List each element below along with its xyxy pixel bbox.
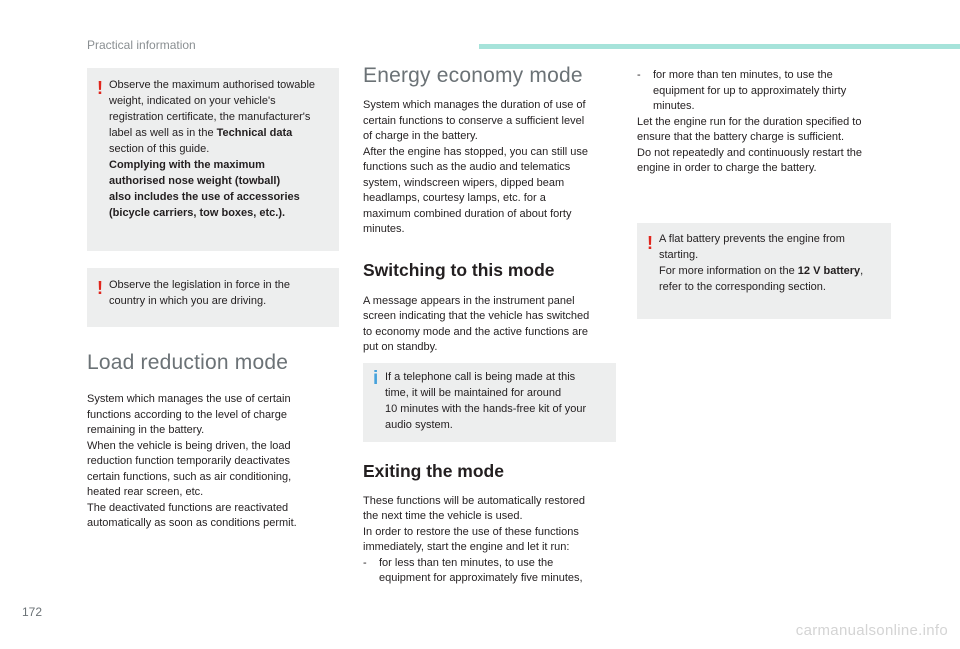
note-line: starting. (659, 248, 699, 261)
dash-item (363, 556, 616, 587)
text-line: to economy mode and the active functions are (363, 325, 589, 338)
switching-text (363, 294, 616, 356)
energy-economy-title: Energy economy mode (363, 64, 583, 87)
text-line: System which manages the duration of use of (363, 99, 586, 111)
watermark: carmanualsonline.info (795, 622, 948, 639)
note-line: country in which you are driving. (109, 295, 267, 307)
note-line: If a telephone call is being made at this (385, 370, 576, 383)
text-line: of charge in the battery. (363, 130, 478, 142)
text-line: functions such as the audio and telematics (363, 161, 571, 173)
note-line: Observe the legislation in force in the (109, 279, 290, 291)
column-middle (363, 64, 616, 587)
text-line: engine in order to charge the battery. (637, 162, 817, 174)
text-line: These functions will be automatically restored (363, 494, 585, 507)
page-number: 172 (22, 605, 43, 619)
note-line: weight, indicated on your vehicle's (109, 95, 276, 107)
dash-item (637, 68, 891, 115)
note-line: A flat battery prevents the engine from (659, 232, 845, 245)
info-note-telephone (363, 363, 616, 442)
text-line: for more than ten minutes, to use the (653, 69, 833, 81)
text-line: equipment for up to approximately thirty (653, 84, 847, 97)
technical-data-ref: Technical data (216, 127, 293, 139)
text-line: equipment for approximately five minutes, (379, 572, 583, 584)
info-icon: i (373, 367, 379, 389)
text-line: minutes. (653, 100, 695, 112)
switching-title: Switching to this mode (363, 259, 555, 280)
warning-icon: ! (97, 278, 103, 298)
battery-ref: 12 V battery (797, 264, 861, 277)
note-line: registration certificate, the manufacturer's (109, 111, 311, 123)
dash-marker: - (637, 69, 641, 81)
load-reduction-text (87, 392, 339, 532)
text-line: screen indicating that the vehicle has switched (363, 310, 590, 322)
warning-note-legislation (87, 268, 339, 327)
energy-economy-text (363, 98, 616, 238)
exiting-title: Exiting the mode (363, 460, 504, 481)
header-accent-bar (479, 44, 960, 49)
text-line: functions according to the level of charge (87, 408, 287, 421)
note-line: 10 minutes with the hands-free kit of your (385, 402, 587, 415)
text-line: Do not repeatedly and continuously restart the (637, 146, 863, 159)
exiting-text (363, 494, 616, 587)
text-line: certain functions to conserve a sufficient level (363, 114, 585, 127)
column-right (637, 68, 891, 319)
note-line: For more information on the 12 V battery, (659, 264, 864, 277)
text-line: minutes. (363, 223, 405, 235)
text-line: reduction function temporarily deactivates (87, 455, 290, 467)
warning-icon: ! (647, 232, 653, 253)
column-left (87, 68, 339, 532)
note-line: refer to the corresponding section. (659, 280, 826, 293)
text-line: headlamps, courtesy lamps, etc. for a (363, 192, 546, 204)
load-reduction-title: Load reduction mode (87, 351, 289, 374)
dash-marker: - (363, 556, 367, 569)
note-line-bold: (bicycle carriers, tow boxes, etc.). (109, 207, 286, 219)
note-line-bold: authorised nose weight (towball) (109, 175, 281, 187)
warning-note-flat-battery (637, 223, 891, 319)
note-line: time, it will be maintained for around (385, 386, 562, 399)
note-line: label as well as in the Technical data (109, 127, 293, 139)
text-line: In order to restore the use of these functions (363, 525, 579, 538)
text-line: automatically as soon as conditions permit. (87, 517, 297, 529)
text-line: maximum combined duration of about forty (363, 207, 572, 220)
text-line: System which manages the use of certain (87, 393, 291, 405)
note-line-bold: Complying with the maximum (109, 159, 265, 171)
note-line: Observe the maximum authorised towable (109, 79, 316, 91)
run-duration-text (637, 68, 891, 177)
text-line: for less than ten minutes, to use the (379, 556, 554, 569)
text-line: certain functions, such as air conditioning, (87, 470, 292, 483)
note-line-bold: also includes the use of accessories (109, 191, 300, 203)
text-line: heated rear screen, etc. (87, 486, 204, 498)
running-header: Practical information (87, 38, 196, 52)
text-line: system, windscreen wipers, dipped beam (363, 176, 565, 189)
text-line: A message appears in the instrument panel (363, 294, 575, 307)
note-line: section of this guide. (109, 143, 210, 155)
text-line: the next time the vehicle is used. (363, 510, 523, 522)
warning-note-towable (87, 68, 339, 251)
warning-icon: ! (97, 78, 103, 98)
text-line: The deactivated functions are reactivated (87, 501, 289, 514)
text-line: remaining in the battery. (87, 424, 205, 436)
note-line: audio system. (385, 418, 453, 431)
text-line: ensure that the battery charge is sufficient. (637, 131, 845, 143)
text-line: After the engine has stopped, you can still use (363, 145, 589, 158)
text-line: put on standby. (363, 341, 438, 353)
text-line: When the vehicle is being driven, the load (87, 439, 291, 452)
text-line: Let the engine run for the duration specified to (637, 115, 862, 128)
text-line: immediately, start the engine and let it run: (363, 541, 570, 553)
